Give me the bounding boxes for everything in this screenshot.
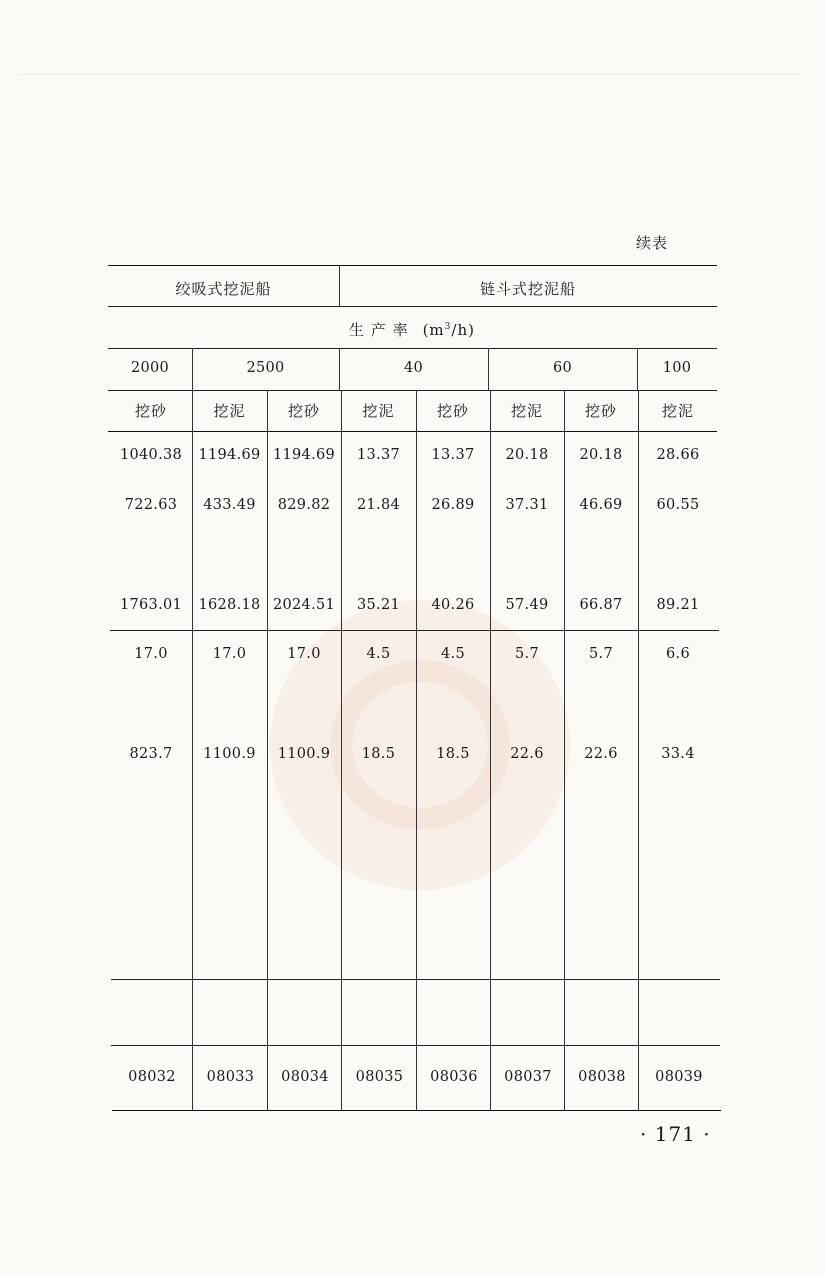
table-cell: 2024.51: [272, 597, 336, 613]
table-cell: 1628.18: [198, 597, 261, 613]
table-cell: 22.6: [584, 746, 618, 762]
production-rate-label: 生 产 率: [349, 321, 409, 339]
soil-header-3: 挖泥: [362, 402, 395, 420]
soil-header-7: 挖泥: [661, 402, 695, 420]
production-rate-header: [349, 319, 475, 340]
table-cell: 26.89: [431, 497, 475, 513]
code-cell: 08035: [355, 1069, 404, 1085]
watermark-seal-ring: [330, 660, 510, 830]
code-cell: 08039: [655, 1069, 703, 1085]
page-number: · 171 ·: [640, 1122, 711, 1146]
capacity-header-1: 2500: [246, 360, 285, 376]
capacity-divider-2: [488, 348, 489, 390]
table-cell: 22.6: [510, 746, 544, 762]
table-cell: 13.37: [431, 447, 475, 463]
column-divider-3: [416, 390, 417, 1110]
rate-header-rule: [108, 348, 717, 349]
column-divider-6: [638, 390, 639, 1110]
table-cell: 60.55: [656, 497, 700, 513]
soil-header-5: 挖泥: [510, 402, 544, 420]
capacity-header-0: 2000: [130, 360, 170, 376]
table-cell: 46.69: [579, 497, 623, 513]
column-divider-4: [490, 390, 491, 1110]
table-cell: 66.87: [579, 597, 623, 613]
group-header-cutter-suction: 绞吸式挖泥船: [175, 280, 272, 298]
capacity-divider-1: [339, 348, 340, 390]
table-cell: 4.5: [441, 646, 465, 662]
table-cell: 17.0: [134, 646, 168, 662]
soil-header-0: 挖砂: [134, 402, 168, 420]
table-cell: 1763.01: [119, 597, 183, 613]
table-cell: 40.26: [431, 597, 475, 613]
table-cell: 17.0: [287, 646, 321, 662]
code-cell: 08037: [504, 1069, 552, 1085]
soil-header-4: 挖砂: [436, 402, 470, 420]
column-divider-5: [564, 390, 565, 1110]
table-bottom-rule: [112, 1110, 721, 1111]
table-cell: 89.21: [656, 597, 700, 613]
column-divider-1: [267, 390, 268, 1110]
table-cell: 433.49: [203, 497, 256, 513]
soil-header-2: 挖砂: [287, 402, 321, 420]
column-divider-0: [192, 390, 193, 1110]
group-header-rule: [108, 306, 717, 307]
table-cell: 57.49: [505, 597, 549, 613]
capacity-header-2: 40: [403, 360, 424, 376]
group-divider: [339, 265, 340, 306]
table-cell: 823.7: [129, 746, 173, 762]
capacity-divider-3: [637, 348, 638, 390]
code-cell: 08034: [281, 1069, 329, 1085]
table-cell: 1100.9: [277, 746, 331, 762]
page-top-rule: [20, 74, 800, 75]
table-cell: 37.31: [505, 497, 549, 513]
table-cell: 18.5: [436, 746, 470, 762]
production-rate-unit-prefix: (m: [422, 321, 445, 339]
table-cell: 1100.9: [203, 746, 256, 762]
table-cell: 1194.69: [198, 447, 261, 463]
soil-header-6: 挖砂: [584, 402, 618, 420]
table-cell: 722.63: [124, 497, 178, 513]
table-cell: 5.7: [515, 646, 539, 662]
continued-label: 续表: [636, 234, 669, 252]
soil-header-1: 挖泥: [213, 402, 246, 420]
table-cell: 1194.69: [272, 447, 336, 463]
table-cell: 21.84: [356, 497, 401, 513]
table-cell: 1040.38: [119, 447, 183, 463]
table-cell: 17.0: [212, 646, 247, 662]
soil-header-rule: [108, 431, 717, 432]
section-rule: [110, 630, 719, 631]
table-cell: 20.18: [579, 447, 623, 463]
table-cell: 5.7: [589, 646, 613, 662]
table-cell: 35.21: [356, 597, 401, 613]
capacity-header-3: 60: [552, 360, 573, 376]
production-rate-unit-suffix: /h): [451, 321, 475, 339]
table-cell: 6.6: [666, 646, 690, 662]
table-cell: 829.82: [277, 497, 331, 513]
table-cell: 13.37: [356, 447, 401, 463]
code-cell: 08036: [430, 1069, 478, 1085]
table-cell: 20.18: [505, 447, 549, 463]
table-top-rule: [108, 265, 717, 266]
capacity-header-rule: [108, 390, 717, 391]
group-header-bucket-chain: 链斗式挖泥船: [479, 280, 577, 298]
table-cell: 33.4: [661, 746, 695, 762]
column-divider-2: [341, 390, 342, 1110]
table-cell: 18.5: [361, 746, 396, 762]
table-cell: 4.5: [366, 646, 391, 662]
capacity-divider-0: [192, 348, 193, 390]
production-rate-unit-sup: 3: [444, 322, 452, 332]
table-cell: 28.66: [656, 447, 700, 463]
code-cell: 08033: [206, 1069, 255, 1085]
capacity-header-4: 100: [662, 360, 692, 376]
code-cell: 08038: [578, 1069, 626, 1085]
code-cell: 08032: [128, 1069, 176, 1085]
